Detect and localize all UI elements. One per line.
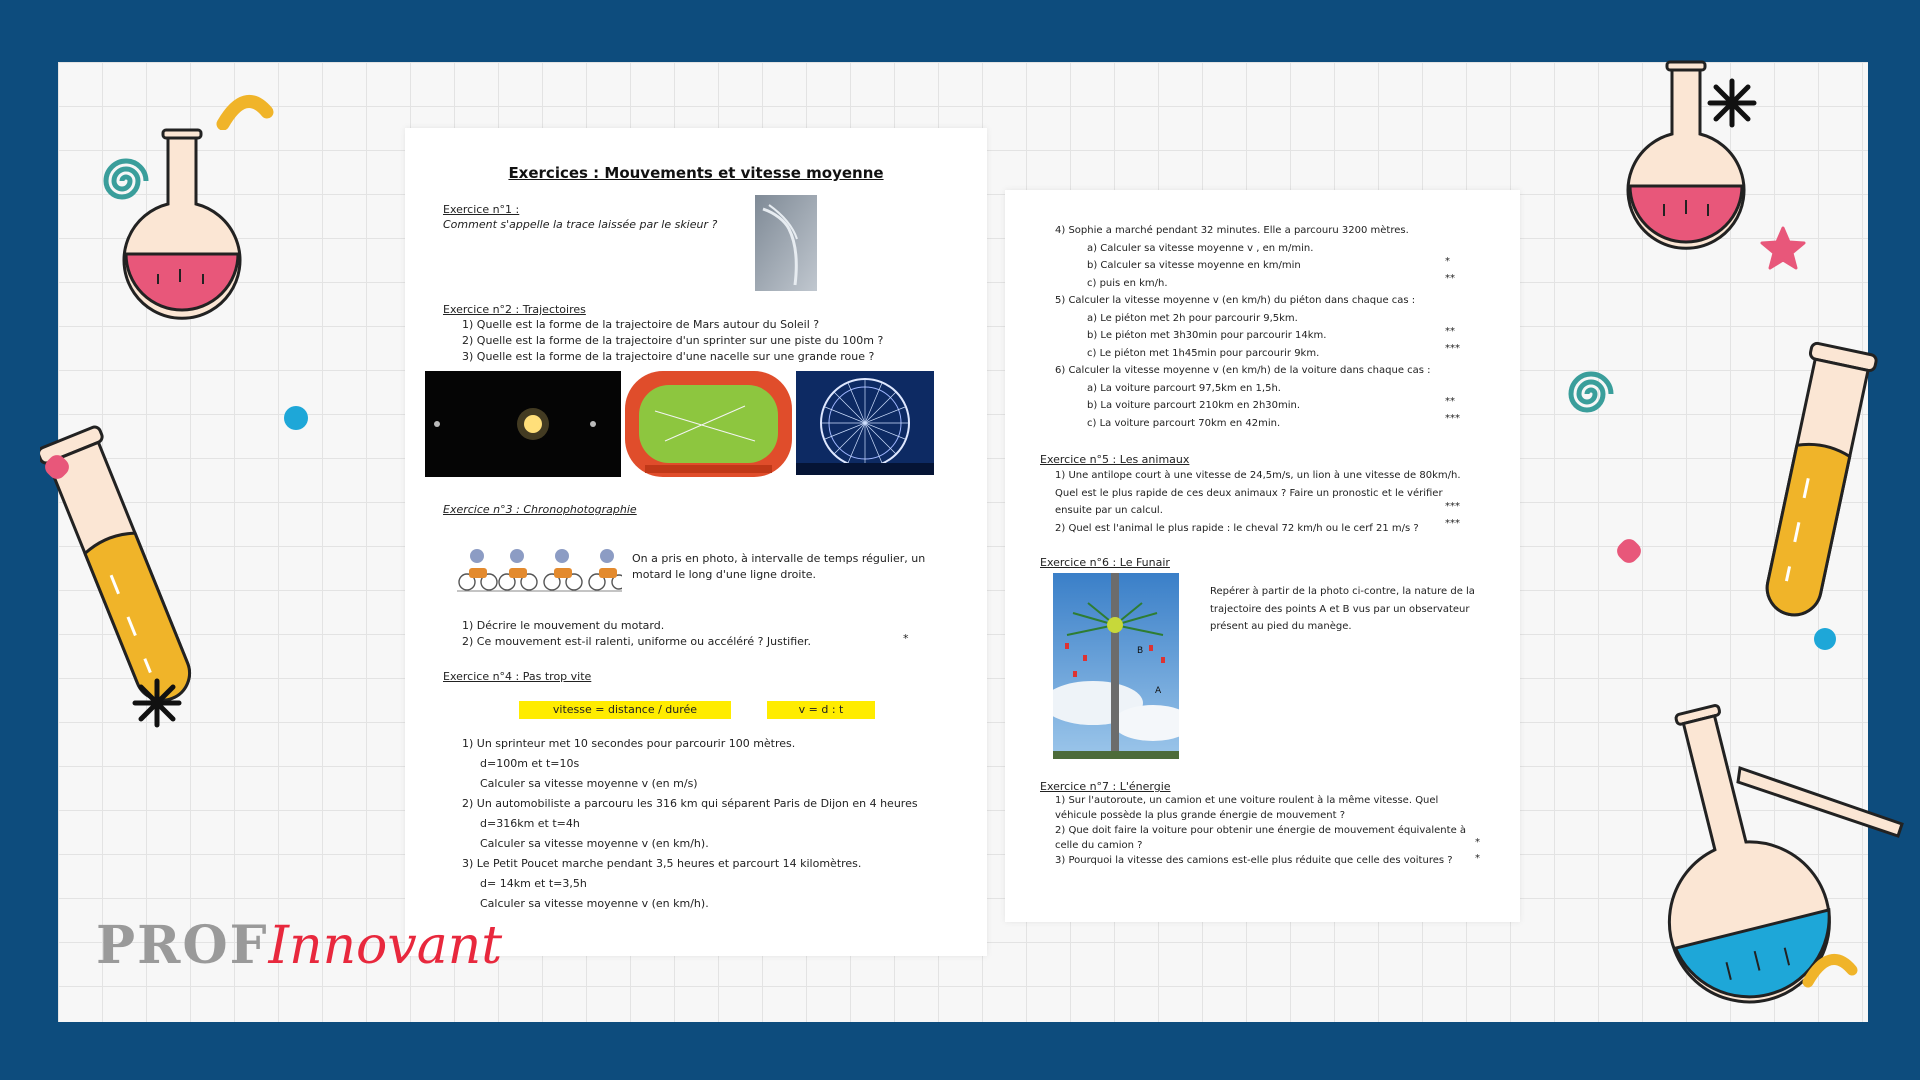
ex4-question: 1) Un sprinteur met 10 secondes pour parcourir 100 mètres. bbox=[462, 737, 796, 750]
q4-sub: c) puis en km/h. bbox=[1087, 277, 1168, 289]
page-title: Exercices : Mouvements et vitesse moyenne bbox=[508, 164, 884, 182]
ex6-heading: Exercice n°6 : Le Funair bbox=[1040, 556, 1170, 569]
ex3-list bbox=[462, 618, 922, 650]
swirl-icon bbox=[100, 155, 152, 211]
ex4-list bbox=[462, 734, 972, 914]
difficulty-mark: * bbox=[1475, 837, 1480, 848]
solar-orbit-photo bbox=[425, 371, 621, 477]
ex4-ask: Calculer sa vitesse moyenne v (en km/h). bbox=[480, 897, 709, 910]
logo-innovant: Innovant bbox=[268, 916, 503, 976]
difficulty-mark: ** bbox=[1445, 273, 1455, 284]
ex2-heading: Exercice n°2 : Trajectoires bbox=[443, 303, 586, 316]
difficulty-mark: *** bbox=[1445, 343, 1460, 354]
ex2-list bbox=[462, 317, 962, 365]
ex7-list bbox=[1055, 793, 1475, 868]
difficulty-mark: * bbox=[903, 632, 909, 645]
ex7-heading: Exercice n°7 : L'énergie bbox=[1040, 780, 1171, 793]
ex2-item: 1) Quelle est la forme de la trajectoire de Mars autour du Soleil ? bbox=[462, 318, 820, 331]
ex5-item: 1) Une antilope court à une vitesse de 24,5m/s, un lion à une vitesse de 80km/h. Quel est le plus rapide de ces deux animaux ? Faire un pronostic et le vérifier ensuite par un calcul. bbox=[1055, 470, 1461, 516]
q4-sub: a) Calculer sa vitesse moyenne v , en m/min. bbox=[1087, 242, 1314, 254]
ex4-ask: Calculer sa vitesse moyenne v (en km/h). bbox=[480, 837, 709, 850]
ex2-item: 3) Quelle est la forme de la trajectoire d'une nacelle sur une grande roue ? bbox=[462, 349, 875, 363]
difficulty-mark: *** bbox=[1445, 518, 1460, 529]
q4-sub: b) Calculer sa vitesse moyenne en km/min bbox=[1087, 260, 1301, 271]
ex7-item: 3) Pourquoi la vitesse des camions est-elle plus réduite que celle des voitures ? bbox=[1055, 855, 1453, 866]
ex5-list bbox=[1055, 467, 1465, 537]
formula-vitesse: vitesse = distance / durée bbox=[519, 701, 731, 719]
q6-sub: a) La voiture parcourt 97,5km en 1,5h. bbox=[1087, 382, 1281, 394]
pink-star-icon bbox=[1760, 226, 1806, 274]
difficulty-mark: *** bbox=[1445, 413, 1460, 424]
ex7-item: 1) Sur l'autoroute, un camion et une voiture roulent à la même vitesse. Quel véhicule possède la plus grande énergie de mouvement ? bbox=[1055, 795, 1439, 821]
brand-logo bbox=[96, 915, 502, 976]
q6-sub: b) La voiture parcourt 210km en 2h30min. bbox=[1087, 400, 1301, 411]
ex4-heading: Exercice n°4 : Pas trop vite bbox=[443, 670, 592, 683]
ex6-text: Repérer à partir de la photo ci-contre, la nature de la trajectoire des points A et B vus par un observateur présent au pied du manège. bbox=[1210, 586, 1475, 632]
ex4-question: 2) Un automobiliste a parcouru les 316 km qui séparent Paris de Dijon en 4 heures bbox=[462, 797, 918, 810]
swirl-icon bbox=[1565, 368, 1617, 424]
ex3-heading: Exercice n°3 : Chronophotographie bbox=[443, 503, 637, 516]
funair-ride-photo bbox=[1053, 573, 1179, 759]
yellow-arc-icon bbox=[215, 90, 275, 134]
ex4-data: d=316km et t=4h bbox=[480, 817, 580, 830]
q6-sub: c) La voiture parcourt 70km en 42min. bbox=[1087, 417, 1281, 429]
difficulty-mark: ** bbox=[1445, 326, 1455, 337]
running-track-photo bbox=[625, 371, 792, 477]
ex4-data: d=100m et t=10s bbox=[480, 757, 580, 770]
difficulty-mark: * bbox=[1475, 853, 1480, 864]
worksheet-page-2 bbox=[1005, 190, 1520, 922]
worksheet-page-1 bbox=[405, 128, 987, 956]
ex2-item: 2) Quelle est la forme de la trajectoire d'un sprinter sur une piste du 100m ? bbox=[462, 333, 884, 347]
q5-sub: b) Le piéton met 3h30min pour parcourir 14km. bbox=[1087, 330, 1327, 341]
q6: 6) Calculer la vitesse moyenne v (en km/h) de la voiture dans chaque cas : bbox=[1055, 365, 1431, 376]
yellow-arc-icon bbox=[1800, 948, 1860, 992]
difficulty-mark: *** bbox=[1445, 501, 1460, 512]
ex1-heading: Exercice n°1 : bbox=[443, 203, 520, 216]
ex3-item: 1) Décrire le mouvement du motard. bbox=[462, 619, 665, 632]
q5: 5) Calculer la vitesse moyenne v (en km/h) du piéton dans chaque cas : bbox=[1055, 295, 1416, 306]
difficulty-mark: ** bbox=[1445, 396, 1455, 407]
ex4-continued bbox=[1055, 222, 1455, 432]
ex1-question: Comment s'appelle la trace laissée par le skieur ? bbox=[443, 218, 718, 231]
point-b-label: B bbox=[1137, 646, 1144, 656]
ex3-item: 2) Ce mouvement est-il ralenti, uniforme ou accéléré ? Justifier. bbox=[462, 634, 811, 648]
ski-tracks-photo bbox=[755, 195, 817, 291]
difficulty-mark: * bbox=[1445, 256, 1450, 267]
ferris-wheel-photo bbox=[796, 371, 934, 475]
logo-prof: PROF bbox=[96, 915, 269, 976]
asterisk-icon bbox=[1707, 78, 1757, 132]
test-tube-icon bbox=[1740, 340, 1890, 644]
ex3-text: On a pris en photo, à intervalle de temps régulier, un motard le long d'une ligne droite. bbox=[632, 552, 926, 581]
ex4-data: d= 14km et t=3,5h bbox=[480, 877, 587, 890]
cyan-dot-icon bbox=[284, 406, 308, 430]
ex5-item: 2) Quel est l'animal le plus rapide : le cheval 72 km/h ou le cerf 21 m/s ? bbox=[1055, 522, 1419, 534]
q5-sub: c) Le piéton met 1h45min pour parcourir 9km. bbox=[1087, 347, 1320, 359]
q4: 4) Sophie a marché pendant 32 minutes. Elle a parcouru 3200 mètres. bbox=[1055, 225, 1409, 236]
q5-sub: a) Le piéton met 2h pour parcourir 9,5km. bbox=[1087, 312, 1298, 324]
formula-v-d-t: v = d : t bbox=[767, 701, 875, 719]
point-a-label: A bbox=[1155, 686, 1162, 696]
cyan-dot-icon bbox=[1814, 628, 1836, 650]
ex7-item: 2) Que doit faire la voiture pour obtenir une énergie de mouvement équivalente à celle du camion ? bbox=[1055, 825, 1467, 851]
ex5-heading: Exercice n°5 : Les animaux bbox=[1040, 453, 1190, 466]
motorbike-chronophoto bbox=[457, 538, 622, 596]
retort-flask-icon bbox=[1640, 690, 1910, 1044]
ex4-ask: Calculer sa vitesse moyenne v (en m/s) bbox=[480, 777, 698, 790]
asterisk-icon bbox=[132, 678, 182, 732]
ex4-question: 3) Le Petit Poucet marche pendant 3,5 heures et parcourt 14 kilomètres. bbox=[462, 857, 862, 870]
